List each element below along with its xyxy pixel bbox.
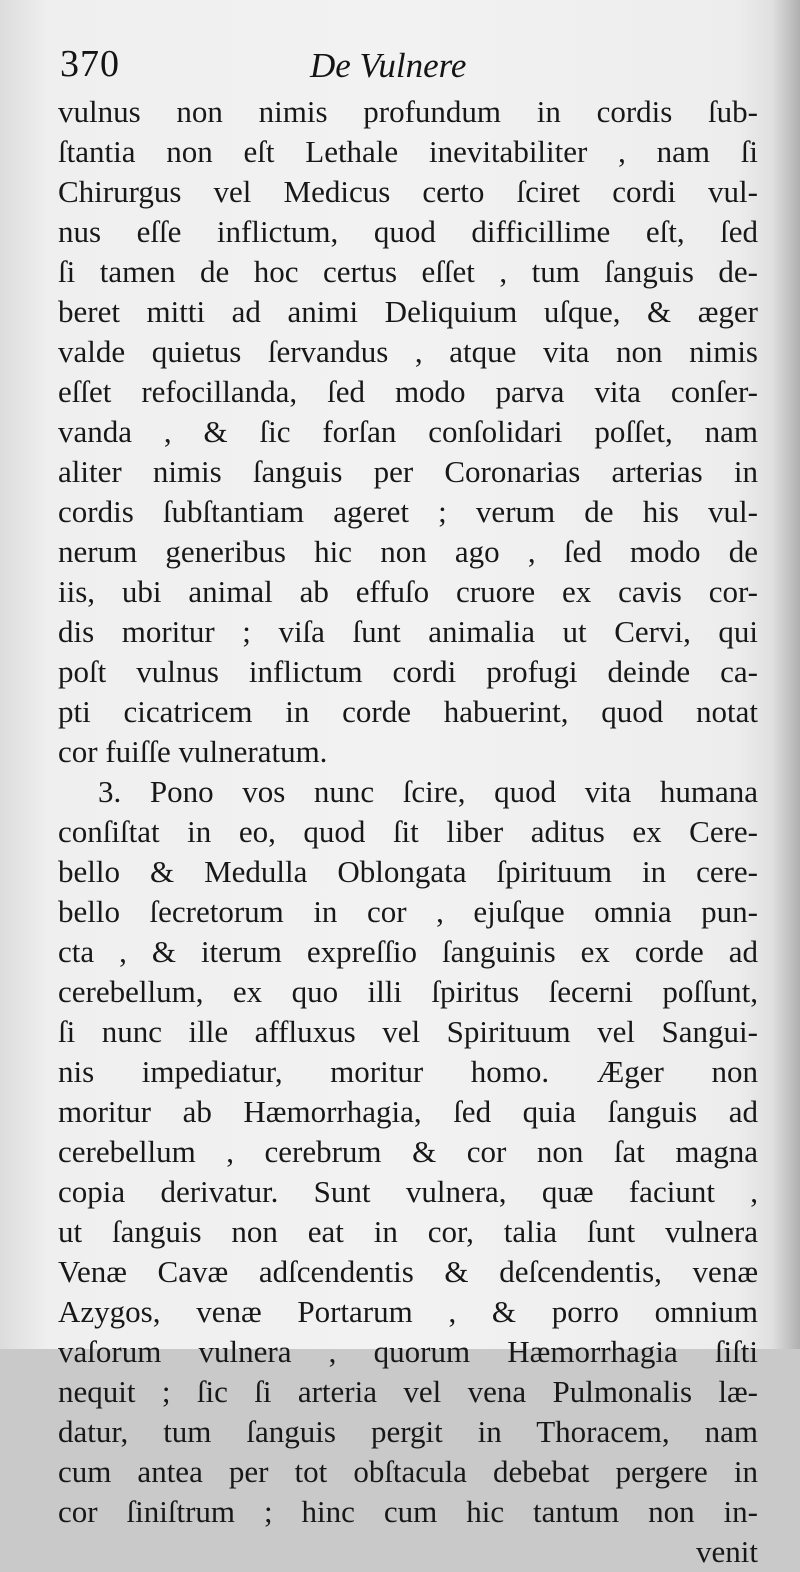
text-line: valde quietus ſervandus , atque vita non nimis — [58, 334, 758, 369]
text-line: eſſet refocillanda, ſed modo parva vita conſer- — [58, 374, 758, 409]
text-line: cum antea per tot obſtacula debebat pergere in — [58, 1454, 758, 1489]
text-line: ſi nunc ille affluxus vel Spirituum vel Sangui- — [58, 1014, 758, 1049]
text-line: ut ſanguis non eat in cor, talia ſunt vulnera — [58, 1214, 758, 1249]
text-line: moritur ab Hæmorrhagia, ſed quia ſanguis ad — [58, 1094, 758, 1129]
text-line: poſt vulnus inflictum cordi profugi deinde ca- — [58, 654, 758, 689]
text-line: nequit ; ſic ſi arteria vel vena Pulmonalis læ- — [58, 1374, 758, 1409]
text-line: bello ſecretorum in cor , ejuſque omnia pun- — [58, 894, 758, 929]
running-head: De Vulnere — [310, 46, 467, 85]
text-line: vanda , & ſic forſan conſolidari poſſet, nam — [58, 414, 758, 449]
paragraph-start-line: 3. Pono vos nunc ſcire, quod vita humana — [98, 774, 758, 809]
text-line: cerebellum , cerebrum & cor non ſat magna — [58, 1134, 758, 1169]
text-line: ſtantia non eſt Lethale inevitabiliter , nam ſi — [58, 134, 758, 169]
text-line: datur, tum ſanguis pergit in Thoracem, nam — [58, 1414, 758, 1449]
text-line: Venæ Cavæ adſcendentis & deſcendentis, venæ — [58, 1254, 758, 1289]
text-line: Chirurgus vel Medicus certo ſciret cordi vul- — [58, 174, 758, 209]
text-line: conſiſtat in eo, quod ſit liber aditus ex Cere- — [58, 814, 758, 849]
page-number: 370 — [60, 43, 120, 85]
text-line: cordis ſubſtantiam ageret ; verum de his vul- — [58, 494, 758, 529]
text-line: cta , & iterum expreſſio ſanguinis ex corde ad — [58, 934, 758, 969]
catchword: venit — [696, 1534, 758, 1569]
text-line: nis impediatur, moritur homo. Æger non — [58, 1054, 758, 1089]
text-line: vulnus non nimis profundum in cordis ſub- — [58, 94, 758, 129]
text-line: nus eſſe inflictum, quod difficillime eſt, ſed — [58, 214, 758, 249]
text-line: vaſorum vulnera , quorum Hæmorrhagia ſiſti — [58, 1334, 758, 1369]
text-line: beret mitti ad animi Deliquium uſque, & æger — [58, 294, 758, 329]
text-line: cerebellum, ex quo illi ſpiritus ſecerni poſſunt, — [58, 974, 758, 1009]
text-line: cor ſiniſtrum ; hinc cum hic tantum non in- — [58, 1494, 758, 1529]
text-line: copia derivatur. Sunt vulnera, quæ faciunt , — [58, 1174, 758, 1209]
text-line: pti cicatricem in corde habuerint, quod notat — [58, 694, 758, 729]
text-line: dis moritur ; viſa ſunt animalia ut Cervi, qui — [58, 614, 758, 649]
paragraph-end-line: cor fuiſſe vulneratum. — [58, 734, 328, 769]
text-line: aliter nimis ſanguis per Coronarias arterias in — [58, 454, 758, 489]
text-line: nerum generibus hic non ago , ſed modo de — [58, 534, 758, 569]
text-line: bello & Medulla Oblongata ſpirituum in cere- — [58, 854, 758, 889]
text-line: ſi tamen de hoc certus eſſet , tum ſanguis de- — [58, 254, 758, 289]
page-header — [60, 42, 750, 92]
text-line: Azygos, venæ Portarum , & porro omnium — [58, 1294, 758, 1329]
text-line: iis, ubi animal ab effuſo cruore ex cavis cor- — [58, 574, 758, 609]
body-text — [58, 92, 758, 1572]
